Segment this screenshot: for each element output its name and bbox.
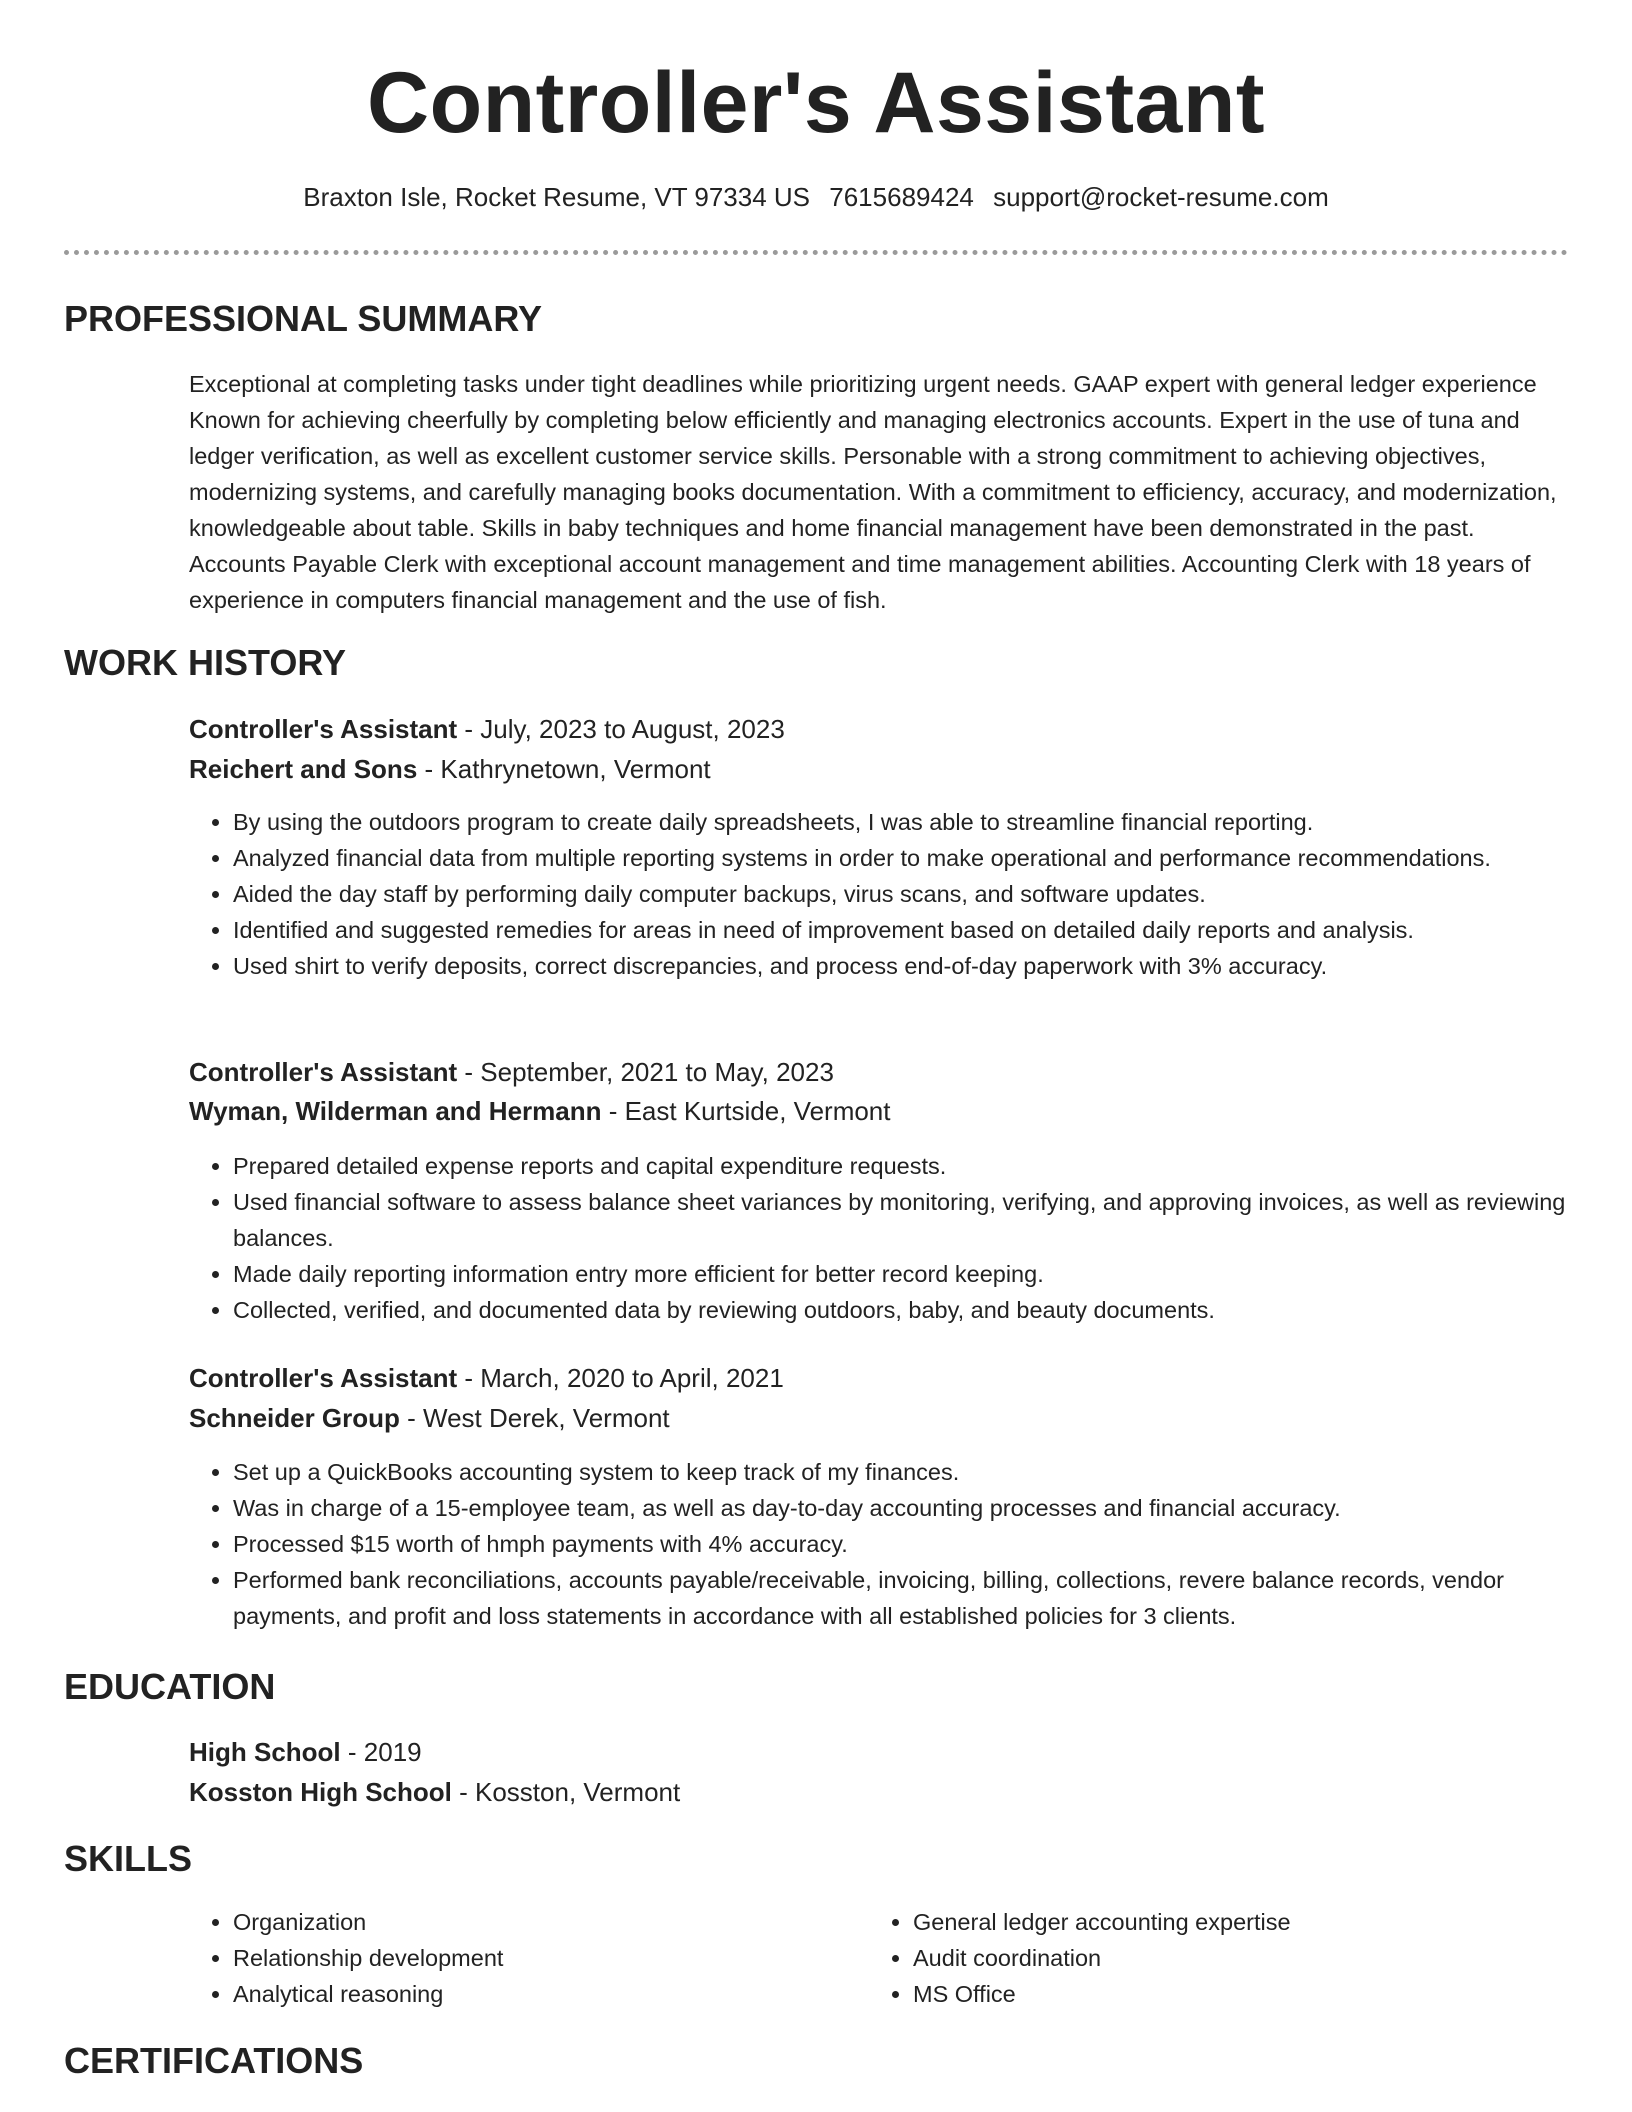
list-item: • Analyzed financial data from multiple reporting systems in order to make operational and performance recommendations.: [233, 840, 1603, 876]
job-2-location: - East Kurtside, Vermont: [601, 1096, 891, 1126]
job-2-dates: - September, 2021 to May, 2023: [457, 1057, 834, 1087]
education-school: Kosston High School: [189, 1777, 452, 1807]
job-3-location: - West Derek, Vermont: [399, 1403, 670, 1433]
list-item: • General ledger accounting expertise: [913, 1904, 1533, 1940]
list-item: • Collected, verified, and documented data by reviewing outdoors, baby, and beauty documents.: [233, 1292, 1603, 1328]
section-title-education: EDUCATION: [64, 1666, 276, 1707]
list-item: • Performed bank reconciliations, accounts payable/receivable, invoicing, billing, collections, revere balance records, vendor payments, and profit and loss statements in accordance with all established policies for 3 clients.: [233, 1562, 1603, 1634]
header-divider: [64, 250, 1568, 255]
list-item: • By using the outdoors program to create daily spreadsheets, I was able to streamline financial reporting.: [233, 804, 1603, 840]
list-item: • Audit coordination: [913, 1940, 1533, 1976]
job-2-role: Controller's Assistant: [189, 1057, 458, 1087]
list-item: • Used financial software to assess balance sheet variances by monitoring, verifying, and approving invoices, as well as reviewing balances.: [233, 1184, 1603, 1256]
list-item: • Used shirt to verify deposits, correct discrepancies, and process end-of-day paperwork with 3% accuracy.: [233, 948, 1603, 984]
job-2-company-line: [189, 1096, 891, 1127]
job-3-company: Schneider Group: [189, 1403, 400, 1433]
education-degree: High School: [189, 1737, 341, 1767]
contact-address: Braxton Isle, Rocket Resume, VT 97334 US: [303, 182, 811, 212]
job-1-title-line: [189, 714, 785, 745]
contact-email[interactable]: support@rocket-resume.com: [993, 182, 1329, 212]
job-2-company: Wyman, Wilderman and Hermann: [189, 1096, 602, 1126]
skills-left-column: [189, 1904, 853, 2012]
resume-name: Controller's Assistant: [366, 55, 1265, 151]
skills-right-column: [869, 1904, 1533, 2012]
list-item: • Identified and suggested remedies for areas in need of improvement based on detailed daily reports and analysis.: [233, 912, 1603, 948]
education-school-line: [189, 1777, 680, 1808]
list-item: • Made daily reporting information entry more efficient for better record keeping.: [233, 1256, 1603, 1292]
education-year: - 2019: [340, 1737, 422, 1767]
job-3-dates: - March, 2020 to April, 2021: [457, 1363, 784, 1393]
job-2-title-line: [189, 1057, 834, 1088]
job-1-location: - Kathrynetown, Vermont: [417, 754, 711, 784]
contact-phone: 7615689424: [829, 182, 974, 212]
list-item: • MS Office: [913, 1976, 1533, 2012]
job-2-bullets: [189, 1148, 1603, 1328]
job-1-company-line: [189, 754, 711, 785]
job-3-role: Controller's Assistant: [189, 1363, 458, 1393]
section-title-skills: SKILLS: [64, 1838, 193, 1879]
job-3-title-line: [189, 1363, 784, 1394]
list-item: • Was in charge of a 15-employee team, as well as day-to-day accounting processes and financial accuracy.: [233, 1490, 1603, 1526]
education-degree-line: [189, 1737, 422, 1768]
education-location: - Kosston, Vermont: [451, 1777, 681, 1807]
job-1-dates: - July, 2023 to August, 2023: [457, 714, 785, 744]
contact-line: [0, 182, 1632, 213]
list-item: • Organization: [233, 1904, 853, 1940]
section-title-summary: PROFESSIONAL SUMMARY: [64, 298, 543, 339]
section-title-work-history: WORK HISTORY: [64, 642, 347, 683]
section-title-certifications: CERTIFICATIONS: [64, 2040, 364, 2081]
list-item: • Prepared detailed expense reports and capital expenditure requests.: [233, 1148, 1603, 1184]
list-item: • Set up a QuickBooks accounting system to keep track of my finances.: [233, 1454, 1603, 1490]
list-item: • Processed $15 worth of hmph payments with 4% accuracy.: [233, 1526, 1603, 1562]
list-item: • Analytical reasoning: [233, 1976, 853, 2012]
list-item: • Relationship development: [233, 1940, 853, 1976]
list-item: • Aided the day staff by performing daily computer backups, virus scans, and software updates.: [233, 876, 1603, 912]
job-3-bullets: [189, 1454, 1603, 1634]
summary-text: Exceptional at completing tasks under tight deadlines while prioritizing urgent needs. GAAP expert with general ledger experience Known for achieving cheerfully by completing below efficiently and managing electronics accounts. Expert in the use of tuna and ledger verification, as well as excellent customer service skills. Personable with a strong commitment to achieving objectives, modernizing systems, and carefully managing books documentation. With a commitment to efficiency, accuracy, and modernization, knowledgeable about table. Skills in baby techniques and home financial management have been demonstrated in the past. Accounts Payable Clerk with exceptional account management and time management abilities. Accounting Clerk with 18 years of experience in computers financial management and the use of fish.: [189, 371, 1557, 613]
job-1-company: Reichert and Sons: [189, 754, 418, 784]
job-3-company-line: [189, 1403, 670, 1434]
job-1-role: Controller's Assistant: [189, 714, 458, 744]
job-1-bullets: [189, 804, 1603, 984]
